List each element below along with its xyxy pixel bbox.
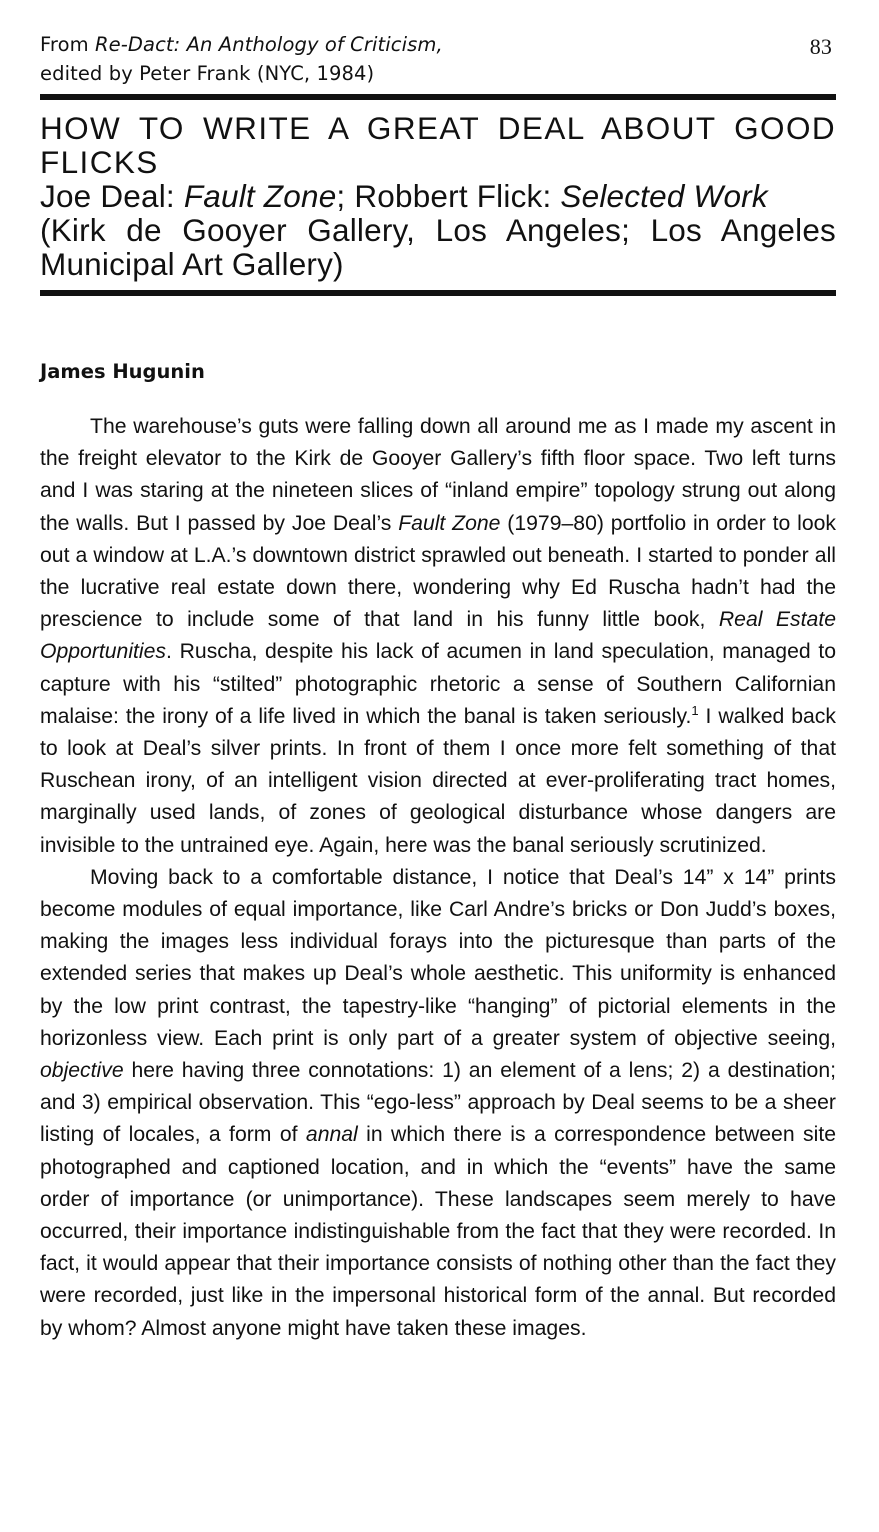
italic-term: objective [40, 1059, 124, 1083]
bottom-rule [40, 290, 836, 296]
paragraph-text: in which there is a correspondence between site photographed and captioned location, and in which the “events” have the same order of importance (or unimportance). These landscapes seem merely to have occurred, their importance indistinguishable from the fact that they were recorded. In fact, it would appear that their importance consists of nothing other than the fact they were recorded, just like in the impersonal historical form of the annal. But recorded by whom? Almost anyone might have taken these images. [40, 1123, 836, 1340]
source-prefix: From [40, 33, 96, 56]
subtitle-artist-1: Joe Deal: [40, 178, 184, 214]
article-body [40, 411, 836, 1345]
paragraph-text: Moving back to a comfortable distance, I notice that Deal’s 14” x 14” prints become modules of equal importance, like Carl Andre’s bricks or Don Judd’s boxes, making the images less individual forays into the picturesque than parts of the extended series that makes up Deal’s whole aesthetic. This uniformity is enhanced by the low print contrast, the tapestry-like “hanging” of pictorial elements in the horizonless view. Each print is only part of a greater system of objective seeing, [40, 865, 836, 1050]
body-paragraph-1 [40, 411, 836, 862]
article-subtitle [40, 179, 836, 213]
italic-term: annal [305, 1123, 358, 1147]
author-name: James Hugunin [40, 360, 205, 383]
article-title: HOW TO WRITE A GREAT DEAL ABOUT GOOD FLICKS [40, 110, 836, 180]
body-paragraph-2 [40, 862, 836, 1345]
top-rule [40, 94, 836, 100]
footnote-marker: 1 [691, 702, 699, 718]
paragraph-text: here having three connotations: 1) an element of a lens; 2) a destination; and 3) empirical observation. This “ego-less” approach by Deal seems to be a sheer listing of locales, a form of [40, 1059, 836, 1147]
source-citation-line1 [40, 30, 836, 59]
anthology-title: Re-Dact: An Anthology of Criticism, [95, 33, 443, 56]
source-citation-line2: edited by Peter Frank (NYC, 1984) [40, 62, 375, 85]
page-number: 83 [809, 34, 832, 59]
subtitle-work-2: Selected Work [560, 178, 768, 214]
exhibition-venue: (Kirk de Gooyer Gallery, Los Angeles; Los Angeles Municipal Art Gallery) [40, 212, 836, 282]
document-page [40, 30, 836, 1345]
paragraph-text: (1979–80) portfolio in order to look out a window at L.A.’s downtown district sprawled out beneath. I started to ponder all the lucrative real estate down there, wondering why Ed Ruscha hadn’t had the prescience to include some of that land in his funny little book, [40, 511, 836, 632]
article-title-block [40, 111, 836, 281]
paragraph-text: . Ruscha, despite his lack of acumen in land speculation, managed to capture with his “stilted” photographic rhetoric a sense of Southern Californian malaise: the irony of a life lived in which the banal is taken seriously. [40, 640, 836, 728]
subtitle-separator: ; Robbert Flick: [336, 178, 561, 214]
italic-work-title: Fault Zone [398, 511, 501, 535]
italic-book-title: Real Estate Opportunities [40, 608, 836, 664]
subtitle-work-1: Fault Zone [183, 178, 337, 214]
paragraph-text: I walked back to look at Deal’s silver prints. In front of them I once more felt something of that Ruschean irony, of an intelligent vision directed at ever-proliferating tract homes, marginally used lands, of zones of geological disturbance whose dangers are invisible to the untrained eye. Again, here was the banal seriously scrutinized. [40, 704, 836, 857]
paragraph-text: The warehouse’s guts were falling down all around me as I made my ascent in the freight elevator to the Kirk de Gooyer Gallery’s fifth floor space. Two left turns and I was staring at the nineteen slices of “inland empire” topology strung out along the walls. But I passed by Joe Deal’s [40, 415, 836, 535]
page-header [40, 30, 836, 88]
